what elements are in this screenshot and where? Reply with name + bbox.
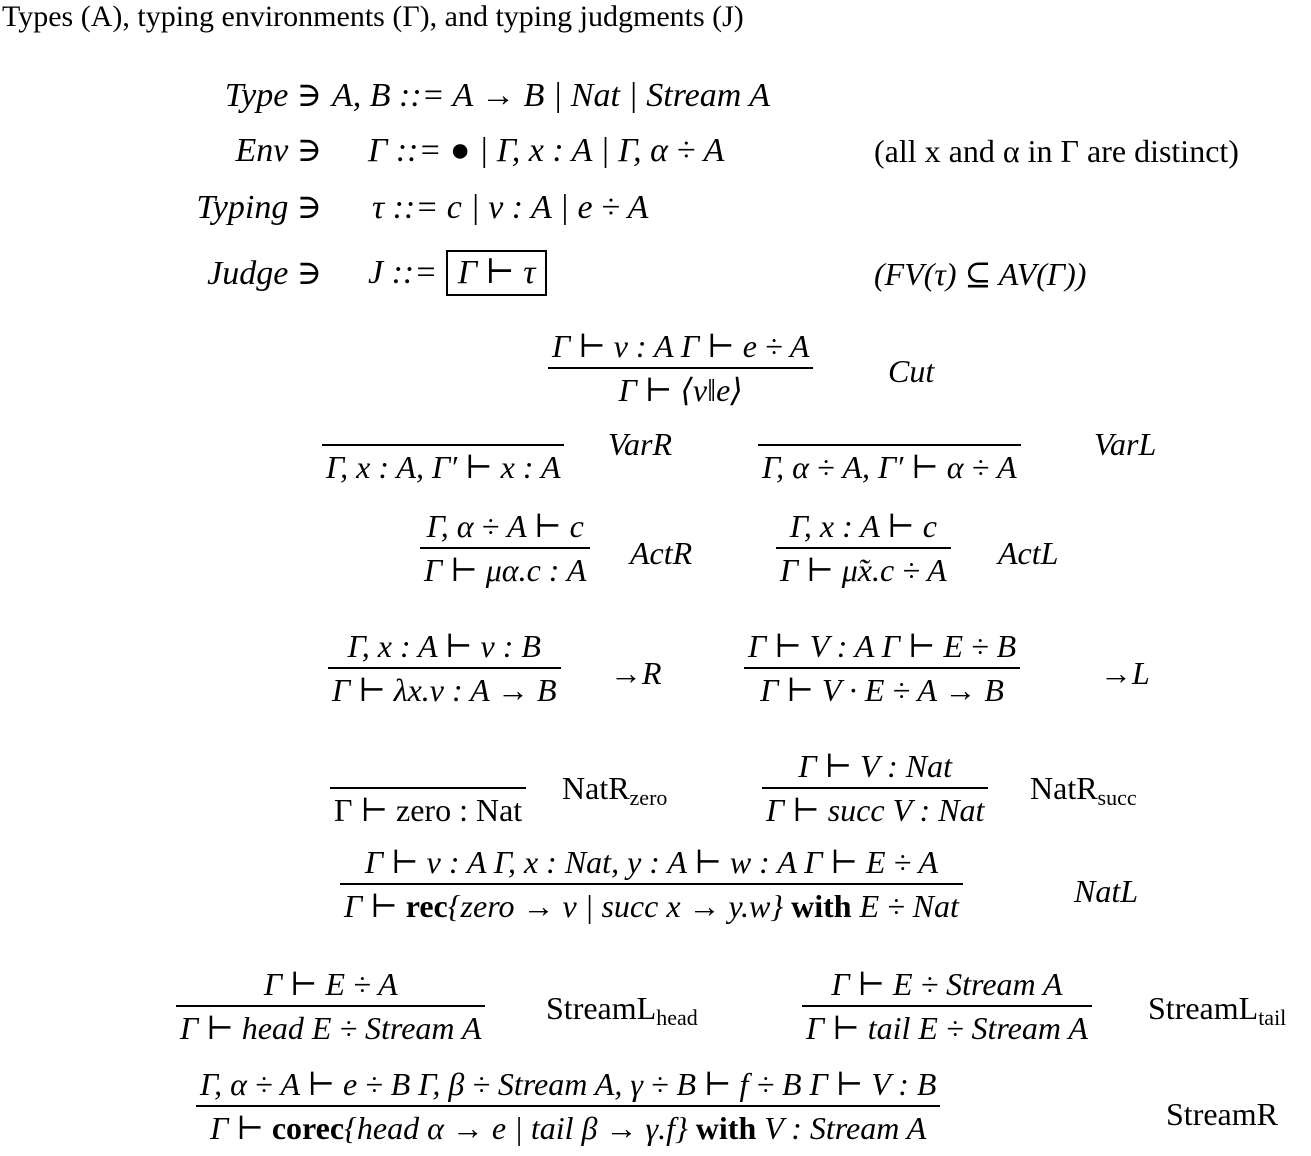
rule-actL-conclusion: Γ ⊢ μ̃x.c ÷ A xyxy=(780,552,947,588)
rule-varL-premise xyxy=(885,405,893,441)
rule-arrL xyxy=(744,628,1020,708)
rule-natL-keyword-rec: rec xyxy=(405,888,448,924)
rule-arrL-conclusion: Γ ⊢ V · E ÷ A → B xyxy=(760,672,1004,708)
rule-actL xyxy=(776,508,951,588)
rule-natRsucc-premise: Γ ⊢ V : Nat xyxy=(798,748,952,784)
rule-actR-premise: Γ, α ÷ A ⊢ c xyxy=(426,508,584,544)
rule-cut-premise: Γ ⊢ v : A Γ ⊢ e ÷ A xyxy=(552,328,810,364)
grammar-lhs-type: Type ∋ xyxy=(224,77,322,114)
grammar-note-env: (all x and α in Γ are distinct) xyxy=(874,133,1239,169)
rule-arrL-name: →L xyxy=(1100,655,1150,691)
grammar-rhs-env: Γ ::= ● | Γ, x : A | Γ, α ÷ A xyxy=(368,132,725,169)
rule-arrR-name: →R xyxy=(610,655,662,691)
rule-streamLtail xyxy=(802,966,1092,1046)
grammar-lhs-env: Env ∋ xyxy=(235,132,322,169)
rule-natRsucc-conclusion: Γ ⊢ succ V : Nat xyxy=(766,792,985,828)
rule-natL-conclusion xyxy=(340,888,963,924)
rule-streamLtail-name-sub: tail xyxy=(1258,1005,1287,1030)
rule-actR-conclusion: Γ ⊢ μα.c : A xyxy=(424,552,587,588)
rule-natRsucc-name xyxy=(1030,770,1137,810)
rule-actR xyxy=(420,508,590,588)
rule-varR-name: VarR xyxy=(608,426,672,462)
rule-natRzero-premise xyxy=(424,748,432,784)
rule-natRzero-name-main: NatR xyxy=(562,770,630,806)
rule-varR-conclusion: Γ, x : A, Γ′ ⊢ x : A xyxy=(326,449,561,485)
rule-streamR-conclusion-pre: Γ ⊢ xyxy=(210,1110,272,1146)
rule-arrR-bar xyxy=(328,667,561,669)
rule-streamR-keyword-with: with xyxy=(695,1110,757,1146)
rule-arrR xyxy=(328,628,561,708)
rule-varL xyxy=(758,405,1021,485)
rule-arrR-premise: Γ, x : A ⊢ v : B xyxy=(347,628,541,664)
rule-natL-bar xyxy=(340,883,963,885)
rule-natL-keyword-with: with xyxy=(791,888,852,924)
rule-natL-conclusion-post: E ÷ Nat xyxy=(851,888,959,924)
rule-streamR-premise: Γ, α ÷ A ⊢ e ÷ B Γ, β ÷ Stream A, γ ÷ B ⊢ f ÷ B Γ ⊢ V : B xyxy=(200,1066,937,1102)
rule-cut xyxy=(548,328,813,408)
rule-streamR-conclusion-mid: {head α → e | tail β → γ.f} xyxy=(344,1110,696,1146)
rule-cut-bar xyxy=(548,367,813,369)
rule-arrR-conclusion: Γ ⊢ λx.v : A → B xyxy=(332,672,557,708)
rule-natRzero-name xyxy=(562,770,668,810)
rule-varL-conclusion: Γ, α ÷ A, Γ′ ⊢ α ÷ A xyxy=(762,449,1017,485)
rule-streamLtail-name-main: StreamL xyxy=(1148,990,1259,1026)
rule-natL xyxy=(340,844,963,924)
rule-natRsucc-name-sub: succ xyxy=(1097,785,1137,810)
rule-varL-name: VarL xyxy=(1094,426,1157,462)
rule-cut-conclusion: Γ ⊢ ⟨v‖e⟩ xyxy=(618,372,743,408)
grammar-note-judge: (FV(τ) ⊆ AV(Γ)) xyxy=(874,256,1087,292)
rule-natRsucc-bar xyxy=(762,787,988,789)
rule-streamR-name: StreamR xyxy=(1166,1096,1278,1132)
grammar-lhs-typing: Typing ∋ xyxy=(196,189,322,226)
rule-natRzero-name-sub: zero xyxy=(629,785,668,810)
rule-varR-premise xyxy=(439,405,447,441)
rule-natL-name: NatL xyxy=(1074,873,1139,909)
section-title: Types (A), typing environments (Γ), and typing judgments (J) xyxy=(2,0,744,33)
rule-natRsucc xyxy=(762,748,988,828)
rule-actL-bar xyxy=(776,547,951,549)
rule-actR-bar xyxy=(420,547,590,549)
rule-cut-name: Cut xyxy=(888,353,935,389)
grammar-rhs-typing: τ ::= c | v : A | e ÷ A xyxy=(372,189,649,226)
rule-natRzero-bar xyxy=(330,787,526,789)
rule-streamLhead-name-sub: head xyxy=(656,1005,698,1030)
rule-streamR-conclusion-post: V : Stream A xyxy=(756,1110,927,1146)
rule-streamLhead-conclusion: Γ ⊢ head E ÷ Stream A xyxy=(180,1010,482,1046)
rule-natL-conclusion-pre: Γ ⊢ xyxy=(344,888,406,924)
rule-natRzero xyxy=(330,748,526,828)
rule-streamR-keyword-corec: corec xyxy=(271,1110,345,1146)
rule-streamLhead xyxy=(176,966,485,1046)
rule-streamLhead-name xyxy=(546,990,698,1030)
grammar-lhs-judge: Judge ∋ xyxy=(207,255,322,292)
rule-varR-bar xyxy=(322,444,564,446)
rule-streamLhead-premise: Γ ⊢ E ÷ A xyxy=(263,966,398,1002)
rule-natL-premise: Γ ⊢ v : A Γ, x : Nat, y : A ⊢ w : A Γ ⊢ E ÷ A xyxy=(364,844,939,880)
judge-prefix: J ::= xyxy=(368,254,438,291)
rule-streamLtail-bar xyxy=(802,1005,1092,1007)
rule-varL-bar xyxy=(758,444,1021,446)
rule-actL-premise: Γ, x : A ⊢ c xyxy=(789,508,937,544)
rule-streamLhead-bar xyxy=(176,1005,485,1007)
rule-natRzero-conclusion: Γ ⊢ zero : Nat xyxy=(334,792,523,828)
rule-streamLtail-premise: Γ ⊢ E ÷ Stream A xyxy=(831,966,1063,1002)
rule-streamR xyxy=(196,1066,940,1146)
rule-streamR-bar xyxy=(196,1105,940,1107)
rule-varR xyxy=(322,405,564,485)
rule-streamR-conclusion xyxy=(206,1110,930,1146)
rule-actL-name: ActL xyxy=(998,535,1059,571)
rule-natL-conclusion-mid: {zero → v | succ x → y.w} xyxy=(447,888,792,924)
rule-streamLtail-conclusion: Γ ⊢ tail E ÷ Stream A xyxy=(806,1010,1088,1046)
grammar-rhs-type: A, B ::= A → B | Nat | Stream A xyxy=(332,77,770,114)
rule-arrL-bar xyxy=(744,667,1020,669)
rule-streamLhead-name-main: StreamL xyxy=(546,990,657,1026)
rule-actR-name: ActR xyxy=(630,535,693,571)
rule-natRsucc-name-main: NatR xyxy=(1030,770,1098,806)
rule-streamLtail-name xyxy=(1148,990,1287,1030)
rule-arrL-premise: Γ ⊢ V : A Γ ⊢ E ÷ B xyxy=(748,628,1017,664)
judge-boxed: Γ ⊢ τ xyxy=(446,250,548,296)
grammar-rhs-judge xyxy=(368,250,547,296)
